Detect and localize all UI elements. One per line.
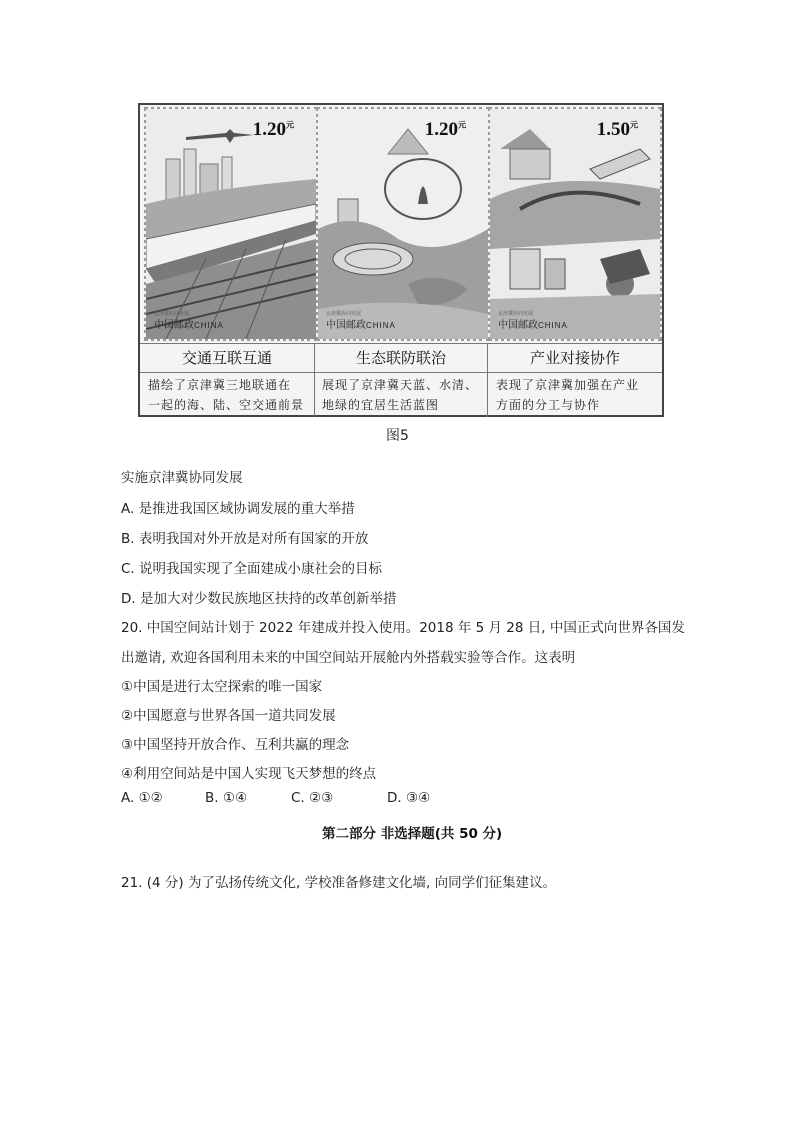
statement: ①中国是进行太空探索的唯一国家 <box>121 679 323 695</box>
stamp-title: 交通互联互通 <box>181 349 272 367</box>
stamp-industry-illustration <box>490 109 660 339</box>
question-stem: 20. 中国空间站计划于 2022 年建成并投入使用。2018 年 5 月 28 日, 中国正式向世界各国发 <box>121 620 685 636</box>
question-stem: 21. (4 分) 为了弘扬传统文化, 学校准备修建文化墙, 向同学们征集建议。 <box>121 875 557 891</box>
question-stem: 实施京津冀协同发展 <box>121 470 243 486</box>
stamp-issuer: 中国邮政CHINA <box>498 320 568 331</box>
stamp-price: $1.20^元$ <box>252 119 294 140</box>
stamp-series: 京津冀协同发展 <box>326 311 362 317</box>
choice-b: B. ①④ <box>205 790 248 806</box>
stamp-industry <box>490 109 660 339</box>
question-stem-cont: 出邀请, 欢迎各国利用未来的中国空间站开展舱内外搭载实验等合作。这表明 <box>121 650 576 666</box>
stamp-issuer: 中国邮政CHINA <box>154 320 224 331</box>
statement: ④利用空间站是中国人实现飞天梦想的终点 <box>121 766 377 782</box>
stamp-ecology <box>318 109 488 339</box>
stamp-series: 京津冀协同发展 <box>154 311 190 317</box>
statement: ③中国坚持开放合作、互利共赢的理念 <box>121 737 350 753</box>
choice-c: C. ②③ <box>291 790 334 806</box>
option-b: B. 表明我国对外开放是对所有国家的开放 <box>121 531 369 547</box>
stamp-sheet <box>138 103 664 417</box>
stamp-description: 表现了京津冀加强在产业 方面的分工与协作 <box>496 378 640 412</box>
option-c: C. 说明我国实现了全面建成小康社会的目标 <box>121 561 383 577</box>
stamp-transport <box>146 109 316 339</box>
stamp-desc-row <box>140 372 662 417</box>
stamp-issuer: 中国邮政CHINA <box>326 320 396 331</box>
stamp-series: 京津冀协同发展 <box>498 311 534 317</box>
stamp-price: $1.20^元$ <box>424 119 466 140</box>
stamp-description: 展现了京津冀天蓝、水清、 地绿的宜居生活蓝图 <box>322 378 479 412</box>
stamp-title: 产业对接协作 <box>529 349 620 367</box>
section-title: 第二部分 非选择题(共 50 分) <box>322 826 503 842</box>
stamp-price: $1.50^元$ <box>596 119 638 140</box>
stamp-title: 生态联防联治 <box>355 349 446 367</box>
stamp-ecology-illustration <box>318 109 488 339</box>
stamp-description: 描绘了京津冀三地联通在 一起的海、陆、空交通前景 <box>148 378 305 412</box>
choice-a: A. ①② <box>121 790 163 806</box>
figure-caption: 图5 <box>386 428 409 444</box>
option-d: D. 是加大对少数民族地区扶持的改革创新举措 <box>121 591 397 607</box>
stamp-title-row <box>140 343 662 373</box>
option-a: A. 是推进我国区域协调发展的重大举措 <box>121 501 355 517</box>
stamp-transport-illustration <box>146 109 316 339</box>
choice-d: D. ③④ <box>387 790 431 806</box>
statement: ②中国愿意与世界各国一道共同发展 <box>121 708 336 724</box>
